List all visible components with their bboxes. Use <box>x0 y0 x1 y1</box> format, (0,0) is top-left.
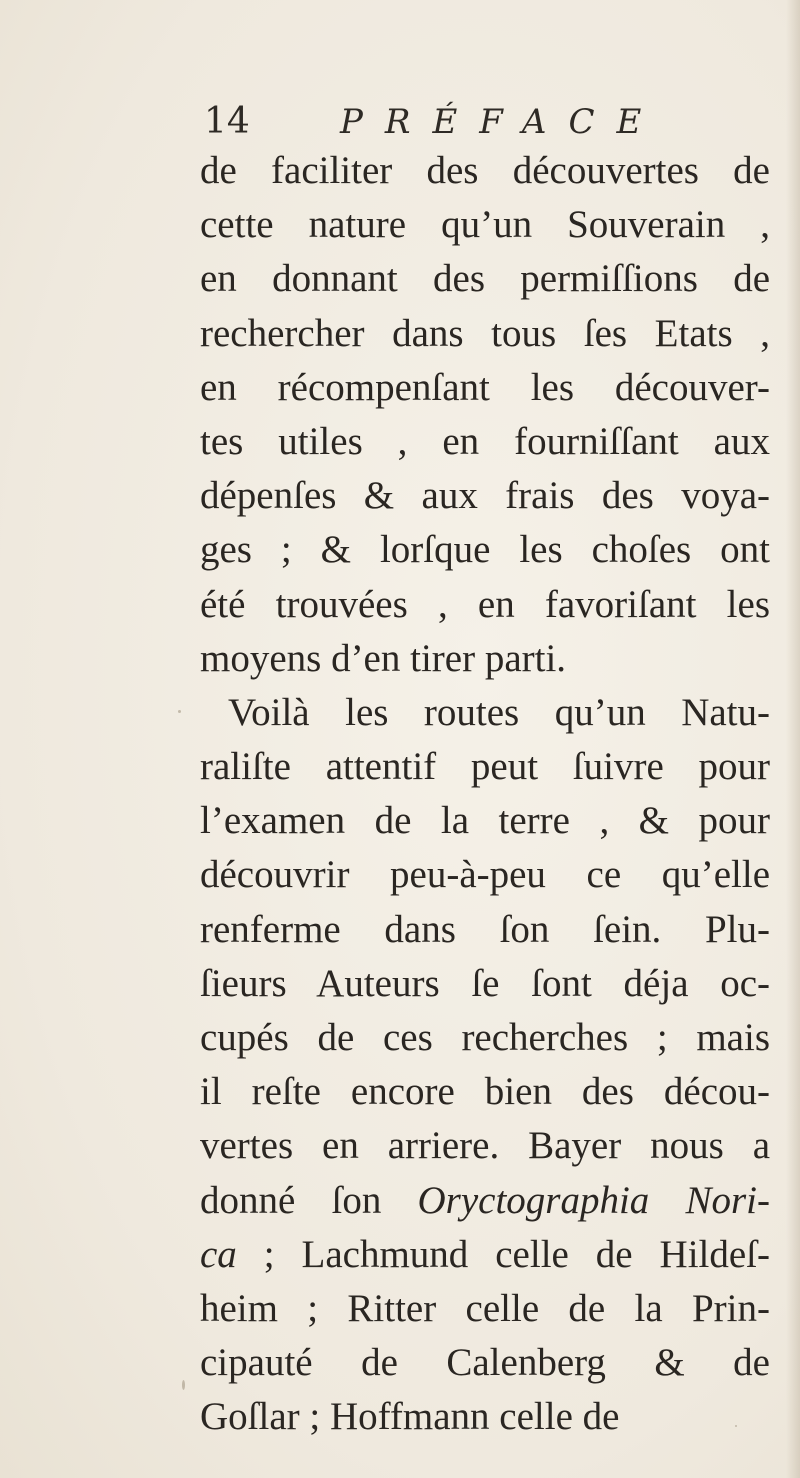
text-line: en donnant des permiſſions de <box>200 257 770 301</box>
paper-speck <box>735 1425 737 1427</box>
running-head: PRÉFACE <box>340 102 664 142</box>
text-line: l’examen de la terre , & pour <box>200 799 770 843</box>
text-line: tes utiles , en fourniſſant aux <box>200 419 770 463</box>
text-line: découvrir peu-à-peu ce qu’elle <box>200 853 770 897</box>
text-line: il reſte encore bien des décou- <box>200 1070 770 1114</box>
body-text <box>200 144 770 1445</box>
text-line: en récompenſant les découver- <box>200 365 770 409</box>
paper-speck <box>178 710 181 713</box>
text-line: ges ; & lorſque les choſes ont <box>200 528 770 572</box>
text-line-with-title <box>200 1174 770 1228</box>
text-line: été trouvées , en favoriſant les <box>200 582 770 626</box>
text-line: Goſlar ; Hoffmann celle de <box>200 1395 620 1439</box>
text-fragment: ; Lachmund celle de Hildeſ- <box>236 1232 770 1276</box>
paper-speck <box>182 1380 185 1390</box>
text-line: moyens d’en tirer parti. <box>200 636 567 680</box>
text-line: dépenſes & aux frais des voya- <box>200 474 770 518</box>
text-line: renferme dans ſon ſein. Plu- <box>200 907 770 951</box>
book-title-italic: Oryctographia Nori- <box>417 1178 770 1222</box>
text-line: de faciliter des découvertes de <box>200 149 770 192</box>
text-line: cette nature qu’un Souverain , <box>200 203 770 247</box>
page-edge-shadow <box>786 0 800 1478</box>
text-line-with-title <box>200 1228 770 1282</box>
text-line: vertes en arriere. Bayer nous a <box>200 1124 770 1168</box>
paragraph-start-line: Voilà les routes qu’un Natu- <box>228 690 770 734</box>
text-line: ſieurs Auteurs ſe ſont déja oc- <box>200 961 770 1005</box>
text-line: cupés de ces recherches ; mais <box>200 1016 770 1059</box>
text-line: cipauté de Calenberg & de <box>200 1341 770 1385</box>
page-number: 14 <box>204 101 250 142</box>
book-title-italic: ca <box>200 1232 237 1276</box>
text-line: rechercher dans tous ſes Etats , <box>200 311 770 355</box>
text-line: heim ; Ritter celle de la Prin- <box>200 1286 770 1330</box>
text-line: raliſte attentif peut ſuivre pour <box>200 745 770 789</box>
text-fragment: donné ſon <box>200 1178 418 1222</box>
